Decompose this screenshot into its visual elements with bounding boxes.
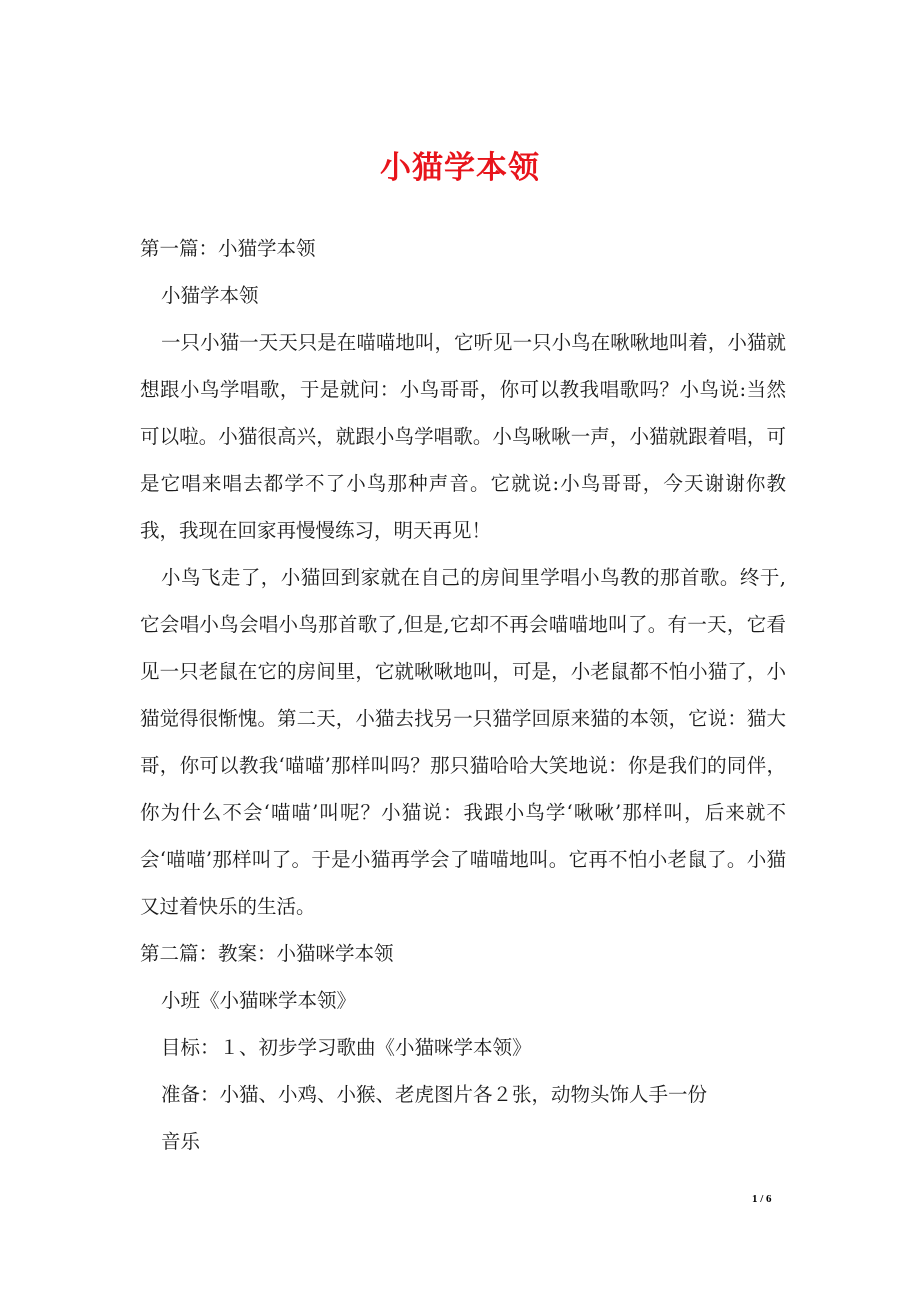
document-body xyxy=(140,225,786,1165)
section-heading-2: 第二篇：教案：小猫咪学本领 xyxy=(140,942,394,965)
lesson-preparation: 准备：小猫、小鸡、小猴、老虎图片各２张，动物头饰人手一份 xyxy=(161,1083,708,1106)
lesson-title: 小班《小猫咪学本领》 xyxy=(161,989,357,1012)
document-title: 小猫学本领 xyxy=(380,150,540,186)
story-paragraph-2: 小鸟飞走了，小猫回到家就在自己的房间里学唱小鸟教的那首歌。终于,它会唱小鸟会唱小鸟那首歌了,但是,它却不再会喵喵地叫了。有一天，它看见一只老鼠在它的房间里，它就啾啾地叫，可是，小老鼠都不怕小猫了，小猫觉得很惭愧。第二天，小猫去找另一只猫学回原来猫的本领，它说：猫大哥，你可以教我‘喵喵’那样叫吗？那只猫哈哈大笑地说：你是我们的同伴，你为什么不会‘喵喵’叫呢？小猫说：我跟小鸟学‘啾啾’那样叫，后来就不会‘喵喵’那样叫了。于是小猫再学会了喵喵地叫。它再不怕小老鼠了。小猫又过着快乐的生活。 xyxy=(140,566,786,918)
story-paragraph-1: 一只小猫一天天只是在喵喵地叫，它听见一只小鸟在啾啾地叫着，小猫就想跟小鸟学唱歌，于是就问：小鸟哥哥，你可以教我唱歌吗？小鸟说:当然可以啦。小猫很高兴，就跟小鸟学唱歌。小鸟啾啾一声，小猫就跟着唱，可是它唱来唱去都学不了小鸟那种声音。它就说:小鸟哥哥，今天谢谢你教我，我现在回家再慢慢练习，明天再见！ xyxy=(140,331,786,542)
section-heading-1: 第一篇：小猫学本领 xyxy=(140,237,316,260)
story-title: 小猫学本领 xyxy=(161,284,259,307)
page-indicator: 1 / 6 xyxy=(752,1193,772,1205)
lesson-goal: 目标：１、初步学习歌曲《小猫咪学本领》 xyxy=(161,1036,532,1059)
lesson-preparation-continued: 音乐 xyxy=(161,1130,201,1153)
